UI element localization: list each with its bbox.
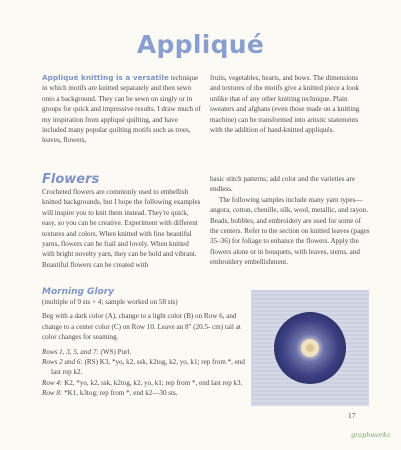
flowers-right-column bbox=[210, 174, 370, 268]
page-number: 17 bbox=[348, 411, 356, 420]
stitch-multiple: (multiple of 9 sts + 4; sample worked on 58 sts) bbox=[42, 298, 178, 306]
intro-right-text: fruits, vegetables, hearts, and bows. The dimensions and textures of the motifs give a knitted piece a look unlike that of any other knitting technique. Plain sweaters and afghans (even those made on a knitting machine) can be transformed into artistic statements with the addition of hand-knitted appliqués. bbox=[210, 74, 360, 135]
pattern-row-2: Rows 2 and 6: (RS) K3, *yo, k2, ssk, k2tog, k2, yo, k1; rep from *, end last rep k2. bbox=[42, 358, 245, 377]
intro-right-column bbox=[210, 73, 370, 135]
flowers-left-column bbox=[42, 187, 202, 270]
watermark: graphworkz bbox=[351, 431, 391, 439]
flowers-left-text: Crocheted flowers are commonly used to embellish knitted backgrounds, but I hope the following examples will inspire you to knit them instead. They're quick, easy, so you can be creative. Experiment with different textures and colors. When knitted with fine beautiful yarns, flowers can be frail and lovely. When knitted with bright novelty yarn, they can be bold and vibrant. Beautiful flowers can be created with bbox=[42, 188, 201, 269]
pattern-row-4: Row 8: *K1, k3tog; rep from *, end k2—30 sts. bbox=[42, 389, 178, 398]
intro-left-text: technique in which motifs are knitted separately and then sewn onto a background. They can be sewn on singly or in groups for quick and impressive results. I draw much of my inspiration from appliqué quilting, and have included many popular quilting motifs such as trees, leaves, flowers, bbox=[42, 74, 201, 145]
pattern-row-3: Row 4: K2, *yo, k2, ssk, k2tog, k2, yo, k1; rep from *, end last rep k3. bbox=[42, 378, 243, 387]
pattern-instructions: Beg with a dark color (A), change to a light color (B) on Row 6, and change to a center color (C) on Row 10. Leave an 8" (20.5- cm) tail at color changes for seaming. bbox=[42, 312, 241, 342]
intro-left-column bbox=[42, 73, 202, 146]
page-title: Appliqué bbox=[136, 30, 265, 59]
morning-glory-photo bbox=[251, 290, 369, 406]
section-heading-flowers: Flowers bbox=[42, 172, 100, 187]
pattern-row-1: Rows 1, 3, 5, and 7: (WS) Purl. bbox=[42, 347, 132, 356]
flowers-right-text-1: basic stitch patterns; add color and the varieties are endless. bbox=[210, 175, 355, 194]
intro-lead: Appliqué knitting is a versatile bbox=[42, 73, 169, 82]
flower-illustration bbox=[251, 290, 369, 406]
flowers-right-text-2: The following samples include many yarn types—angora, cotton, chenille, silk, wool, metallic, and rayon. Beads, bobbles, and embroidery are used for some of the centers. Refer to the section on knitted leaves (pages 35–36) for foliage to enhance the flowers. Apply the flowers alone or in bouquets, with leaves, stems, and embroidery embellishment. bbox=[210, 195, 370, 267]
subsection-heading-morning-glory: Morning Glory bbox=[42, 287, 115, 297]
morning-glory-pattern bbox=[42, 297, 248, 399]
